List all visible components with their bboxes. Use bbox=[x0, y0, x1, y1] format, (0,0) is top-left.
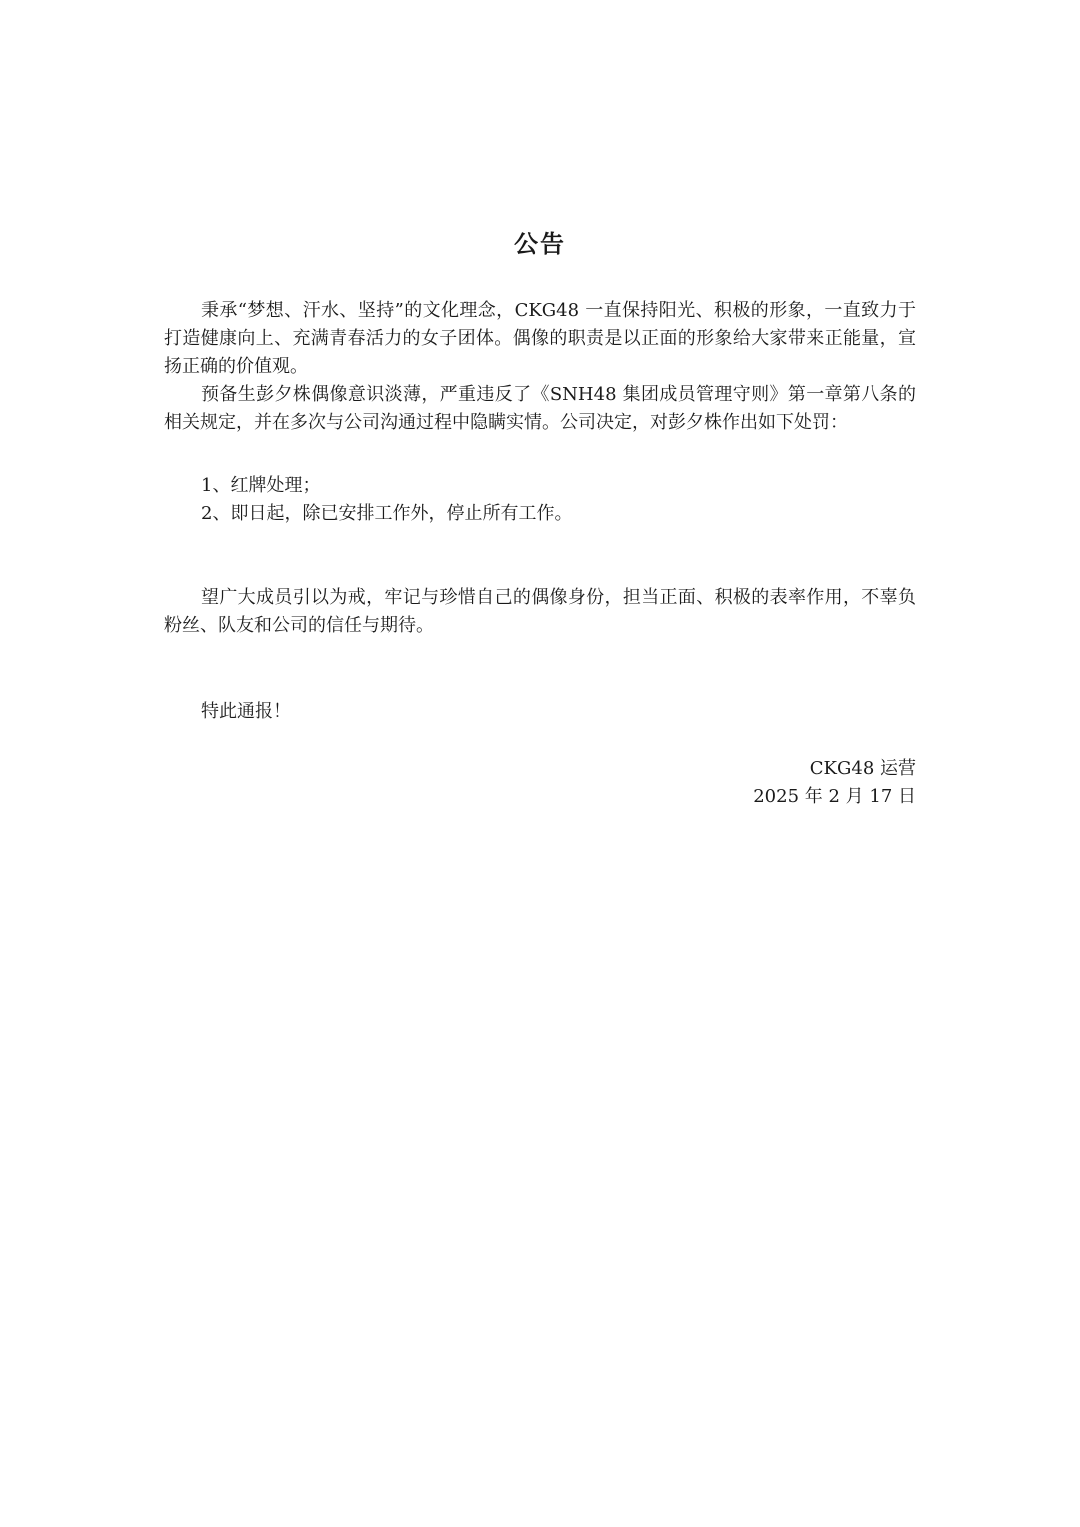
closing-statement: 特此通报！ bbox=[201, 701, 291, 722]
paragraph-violation: 预备生彭夕株偶像意识淡薄，严重违反了《SNH48 集团成员管理守则》第一章第八条的相关规定，并在多次与公司沟通过程中隐瞒实情。公司决定，对彭夕株作出如下处罚： bbox=[164, 384, 916, 433]
intro-section bbox=[164, 297, 916, 437]
penalty-item-1: 1、红牌处理； bbox=[201, 475, 321, 496]
notice-title: 公告 bbox=[514, 230, 566, 258]
warning-section bbox=[164, 584, 916, 640]
penalty-item-2: 2、即日起，除已安排工作外，停止所有工作。 bbox=[201, 503, 573, 524]
signature: CKG48 运营 bbox=[809, 758, 916, 779]
notice-date: 2025 年 2 月 17 日 bbox=[753, 786, 916, 807]
paragraph-culture: 秉承“梦想、汗水、坚持”的文化理念，CKG48 一直保持阳光、积极的形象，一直致力于打造健康向上、充满青春活力的女子团体。偶像的职责是以正面的形象给大家带来正能量，宣扬正确的价值观。 bbox=[164, 300, 916, 377]
paragraph-warning: 望广大成员引以为戒，牢记与珍惜自己的偶像身份，担当正面、积极的表率作用，不辜负粉丝、队友和公司的信任与期待。 bbox=[164, 587, 916, 636]
